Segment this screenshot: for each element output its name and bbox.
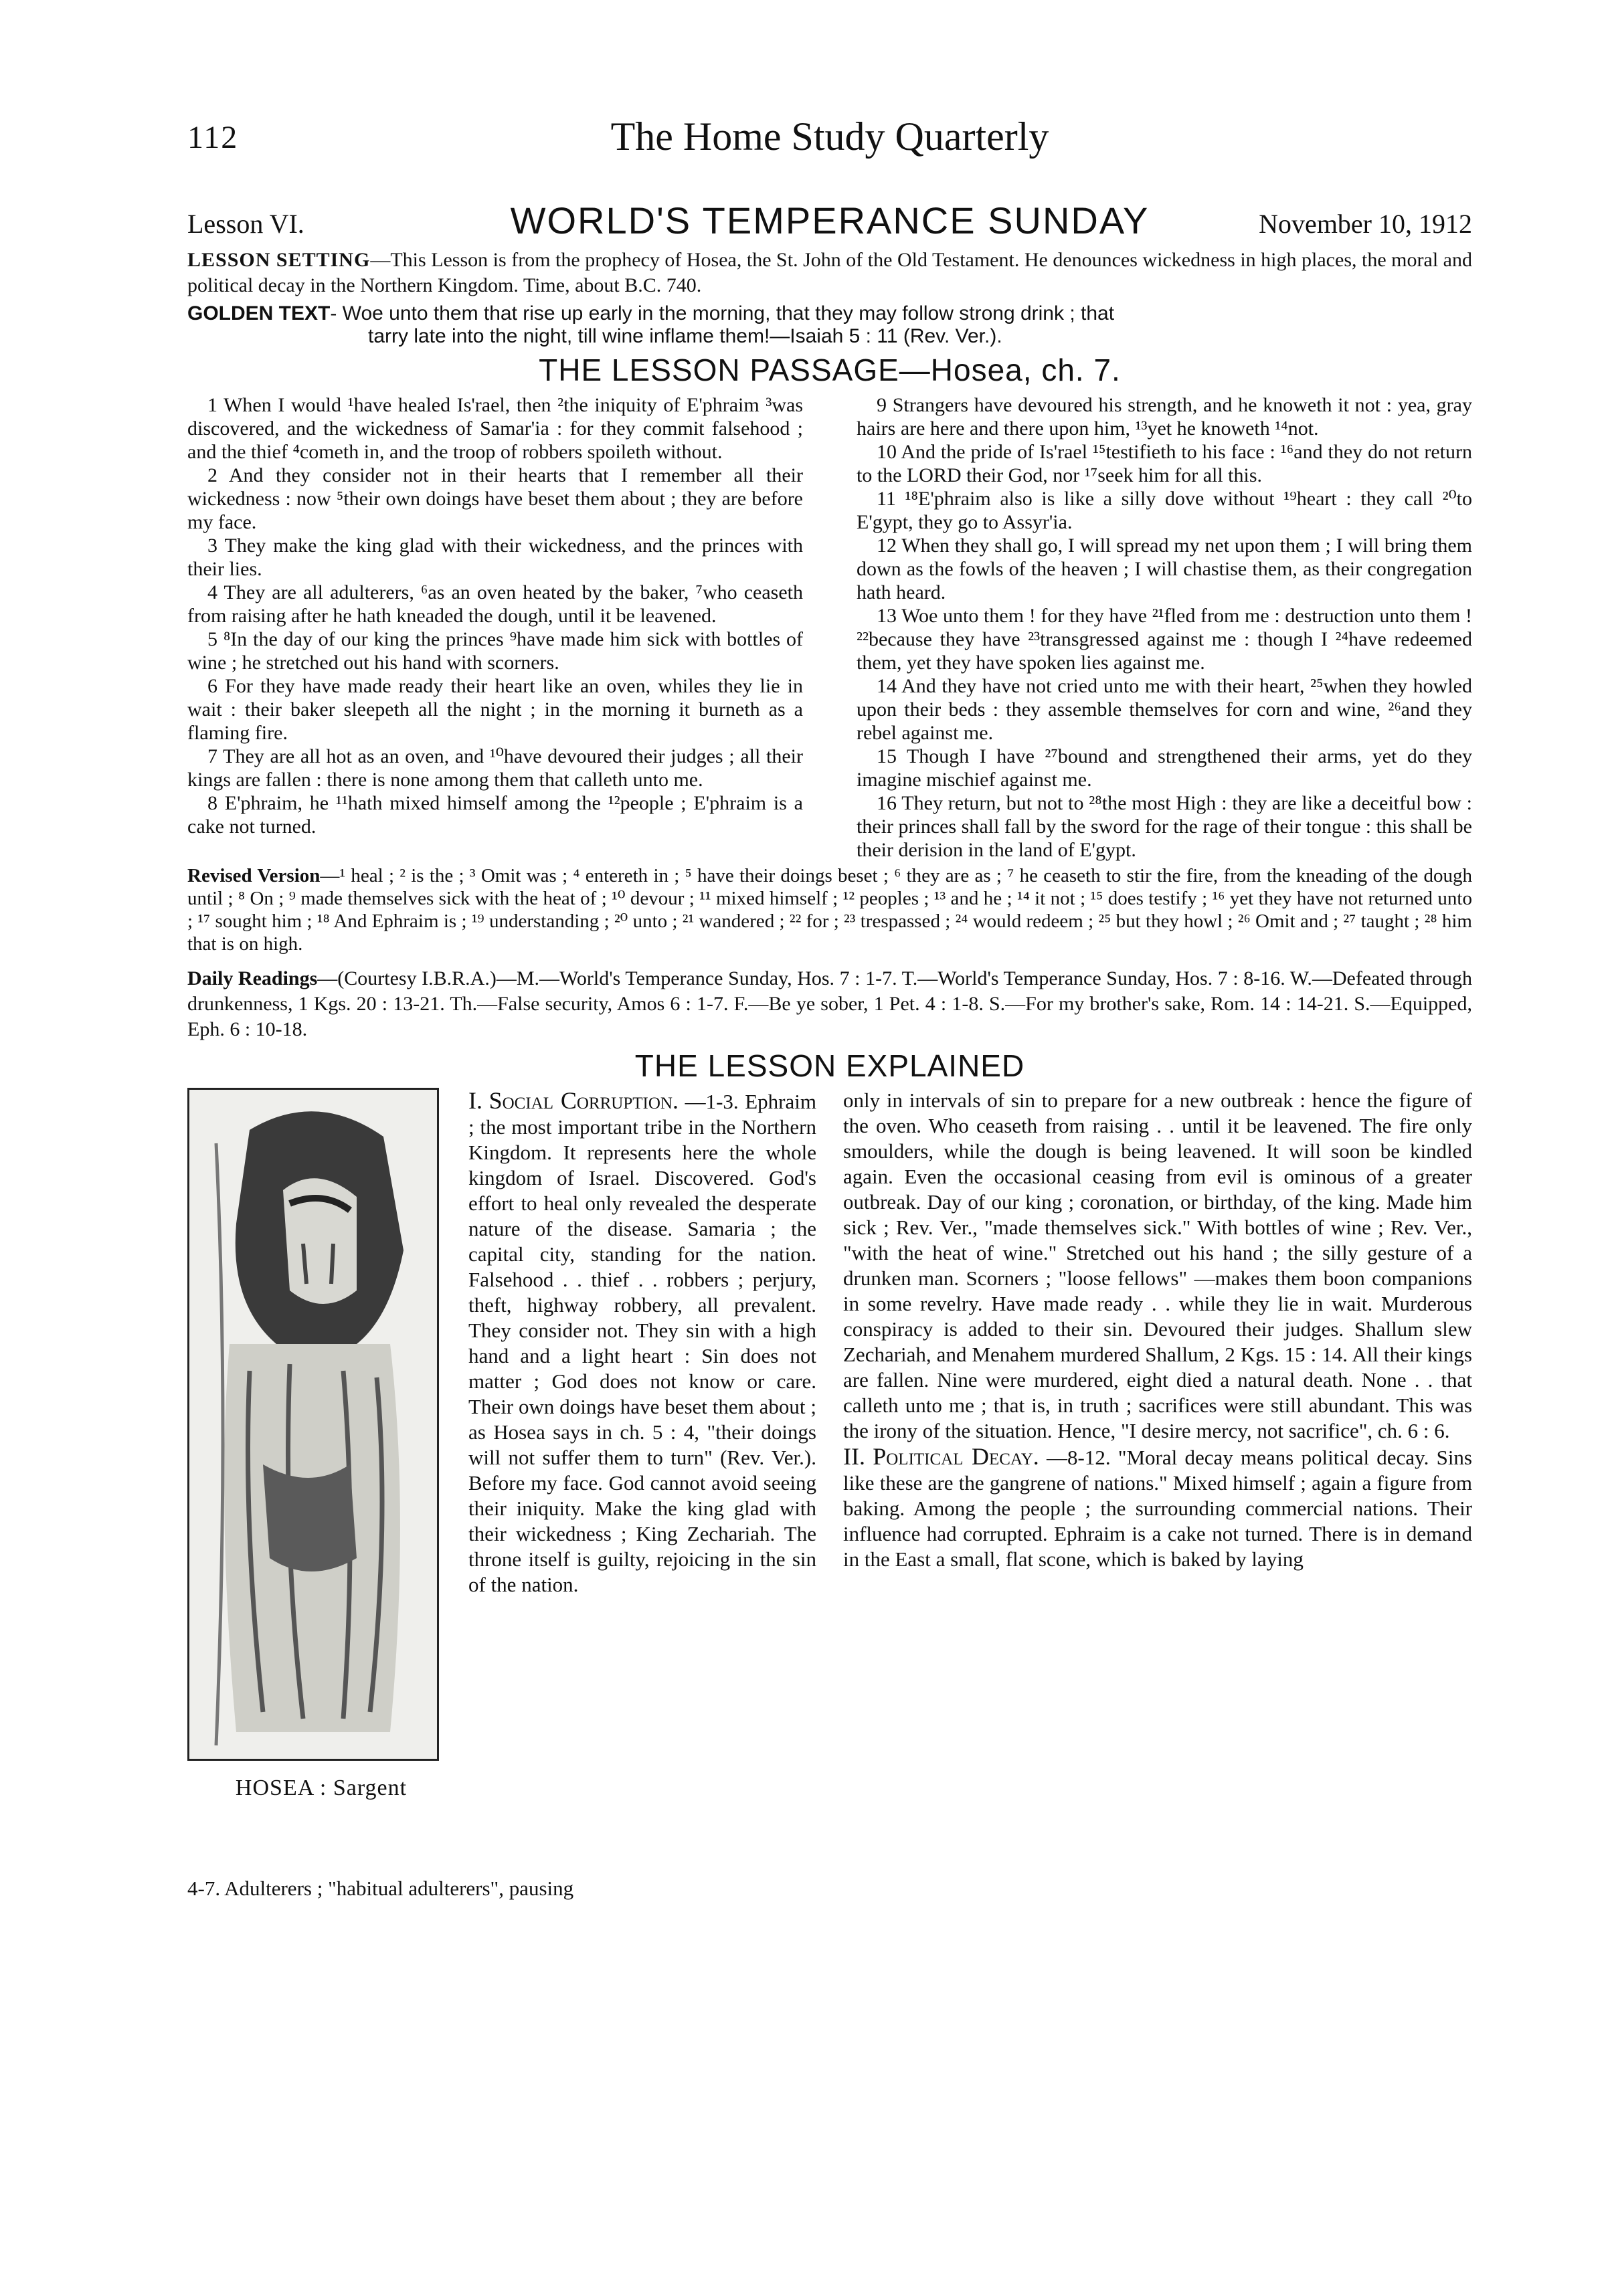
section-1-continued-text: only in intervals of sin to prepare for a new outbreak : hence the figure of the oven. Who ceaseth from raising . . until it be leavened. The fire only smoulders, while the dough is being leavened. It will soon be kindled again. Even the occasional ceasing from evil is ominous of a greater outbreak. Day of our king ; coronation, or birthday, of the king. Made him sick ; Rev. Ver., "made themselves sick." With bottles of wine ; Rev. Ver., "with the heat of wine." Stretched out his hand ; the silly gesture of a drunken man. Scorners ; "loose fellows" —makes them boon companions in some revelry. Have made ready . . while they lie in wait. Murderous conspiracy is added to their sin. Devoured their judges. Shallum slew Zechariah, and Menahem murdered Shallum, 2 Kgs. 15 : 14. All their kings are fallen. Nine were murdered, eight died a natural death. None . . that calleth unto me ; that is, in truth ; sacrifices were still abundant. This was the irony of the situation. Hence, "I desire mercy, not sacrifice", ch. 6 : 6. [843, 1088, 1472, 1442]
figure-caption: HOSEA : Sargent [235, 1776, 408, 1800]
journal-title: The Home Study Quarterly [610, 114, 1049, 159]
section-1-number: I. [468, 1087, 482, 1114]
lesson-explained [187, 1088, 1472, 1937]
page-number: 112 [187, 120, 239, 155]
golden-text-label: GOLDEN TEXT [187, 302, 331, 324]
section-2-heading: Political Decay. [873, 1443, 1039, 1470]
verse: 11 ¹⁸E'phraim also is like a silly dove without ¹⁹heart : they call ²⁰to E'gypt, they go to Assyr'ia. [857, 488, 1472, 533]
verse: 5 ⁸In the day of our king the princes ⁹have made him sick with bottles of wine ; he stretched out his hand with scorners. [187, 628, 803, 674]
lesson-setting [187, 248, 1472, 298]
golden-text-line1: - Woe unto them that rise up early in the morning, that they may follow strong drink ; that [330, 302, 1115, 324]
verse: 1 When I would ¹have healed Is'rael, then ²the iniquity of E'phraim ³was discovered, and the wickedness of Samar'ia : for they commit falsehood ; and the thief ⁴cometh in, and the troop of robbers spoileth without. [187, 394, 803, 463]
section-2-text: —8-12. "Moral decay means political decay. Sins like these are the gangrene of nations." Mixed himself ; again a figure from baking. Among the people ; the surrounding commercial nations. Their influence had corrupted. Ephraim is a cake not turned. There is in demand in the East a small, flat scone, which is baked by laying [843, 1446, 1472, 1571]
revised-version-notes [187, 864, 1472, 955]
explained-column-3 [843, 1088, 1472, 1572]
lesson-setting-text: —This Lesson is from the prophecy of Hosea, the St. John of the Old Testament. He denounces wickedness in high places, the moral and political decay in the Northern Kingdom. Time, about B.C. 740. [187, 249, 1472, 296]
verse: 3 They make the king glad with their wickedness, and the princes with their lies. [187, 535, 803, 580]
daily-readings-text: —(Courtesy I.B.R.A.)—M.—World's Temperance Sunday, Hos. 7 : 1-7. T.—World's Temperance Sunday, Hos. 7 : 8-16. W.—Defeated through drunkenness, 1 Kgs. 20 : 13-21. Th.—False security, Amos 6 : 1-7. F.—Be ye sober, 1 Pet. 4 : 1-8. S.—For my brother's sake, Rom. 14 : 14-21. S.—Equipped, Eph. 6 : 10-18. [187, 967, 1473, 1040]
verse: 2 And they consider not in their hearts that I remember all their wickedness : now ⁵their own doings have beset them about ; they are before my face. [187, 464, 803, 533]
daily-readings [187, 966, 1472, 1042]
revised-version-label: Revised Version [187, 865, 321, 886]
golden-text [187, 302, 1472, 348]
hosea-engraving-illustration [189, 1090, 437, 1759]
verse: 15 Though I have ²⁷bound and strengthened their arms, yet do they imagine mischief against me. [857, 745, 1472, 791]
lesson-heading [187, 187, 1472, 245]
hosea-figure [187, 1088, 455, 1801]
verse: 12 When they shall go, I will spread my net upon them ; I will bring them down as the fowls of the heaven ; I will chastise them, as their congregation hath heard. [857, 535, 1472, 603]
section-2-number: II. [843, 1443, 865, 1470]
daily-readings-label: Daily Readings [187, 967, 318, 989]
passage-title: THE LESSON PASSAGE—Hosea, ch. 7. [539, 353, 1121, 387]
lesson-date: November 10, 1912 [1259, 209, 1472, 239]
hosea-engraving-image [187, 1088, 439, 1761]
lesson-passage [187, 393, 1472, 862]
verse: 14 And they have not cried unto me with their heart, ²⁵when they howled upon their beds : they assemble themselves for corn and wine, ²⁶and they rebel against me. [857, 675, 1472, 744]
verse: 6 For they have made ready their heart like an oven, whiles they lie in wait : their baker sleepeth all the night ; in the morning it burneth as a flaming fire. [187, 675, 803, 744]
lesson-setting-label: LESSON SETTING [187, 249, 371, 271]
passage-right-column [857, 393, 1472, 862]
revised-version-text: —¹ heal ; ² is the ; ³ Omit was ; ⁴ entereth in ; ⁵ have their doings beset ; ⁶ they are as ; ⁷ he ceaseth to stir the fire, from the kneading of the dough until ; ⁸ On ; ⁹ made themselves sick with the heat of ; ¹⁰ devour ; ¹¹ mixed himself ; ¹² peoples ; ¹³ and he ; ¹⁴ it not ; ¹⁵ does testify ; ¹⁶ yet they have not returned unto ; ¹⁷ sought him ; ¹⁸ And Ephraim is ; ¹⁹ understanding ; ²⁰ unto ; ²¹ wandered ; ²² for ; ²³ trespassed ; ²⁴ would redeem ; ²⁵ but they howl ; ²⁶ Omit and ; ²⁷ taught ; ²⁸ him that is on high. [187, 865, 1472, 955]
page-header [187, 107, 1472, 174]
verse: 8 E'phraim, he ¹¹hath mixed himself among the ¹²people ; E'phraim is a cake not turned. [187, 792, 803, 838]
page [187, 107, 1472, 1937]
lesson-number: Lesson VI. [187, 209, 304, 239]
verse: 7 They are all hot as an oven, and ¹⁰have devoured their judges ; all their kings are fallen : there is none among them that calleth unto me. [187, 745, 803, 791]
explained-title: THE LESSON EXPLAINED [634, 1048, 1025, 1083]
verse: 4 They are all adulterers, ⁶as an oven heated by the baker, ⁷who ceaseth from raising after he hath kneaded the dough, until it be leavened. [187, 581, 803, 627]
lesson-title: WORLD'S TEMPERANCE SUNDAY [510, 199, 1150, 242]
golden-text-line2: tarry late into the night, till wine inflame them!—Isaiah 5 : 11 (Rev. Ver.). [368, 325, 1002, 347]
verse: 13 Woe unto them ! for they have ²¹fled from me : destruction unto them ! ²²because they have ²³transgressed against me : though I ²⁴have redeemed them, yet they have spoken lies against me. [857, 605, 1472, 674]
verse: 16 They return, but not to ²⁸the most High : they are like a deceitful bow : their princes shall fall by the sword for the rage of their tongue : this shall be their derision in the land of E'gypt. [857, 792, 1472, 861]
section-1-heading: Social Corruption. [488, 1087, 679, 1114]
passage-left-column [187, 393, 803, 862]
section-1-text: —1-3. Ephraim ; the most important tribe in the Northern Kingdom. It represents here the whole kingdom of Israel. Discovered. God's effort to heal only revealed the desperate nature of the disease. Samaria ; the capital city, standing for the nation. Falsehood . . thief . . robbers ; perjury, theft, highway robbery, all prevalent. They consider not. They sin with a high hand and a light heart : Sin does not matter ; God does not know or care. Their own doings have beset them about ; as Hosea says in ch. 5 : 4, "their doings will not suffer them to turn" (Rev. Ver.). Before my face. God cannot avoid seeing their iniquity. Make the king glad with their wickedness ; King Zechariah. The throne itself is guilty, rejoicing in the sin of the nation. [468, 1090, 816, 1596]
verse: 9 Strangers have devoured his strength, and he knoweth it not : yea, gray hairs are here and there upon him, ¹³yet he knoweth ¹⁴not. [857, 394, 1472, 440]
explained-column-2 [468, 1088, 816, 1598]
verse: 10 And the pride of Is'rael ¹⁵testifieth to his face : ¹⁶and they do not return to the LORD their God, nor ¹⁷seek him for all this. [857, 441, 1472, 486]
explained-bottom-line: 4-7. Adulterers ; "habitual adulterers", pausing [187, 1877, 574, 1900]
